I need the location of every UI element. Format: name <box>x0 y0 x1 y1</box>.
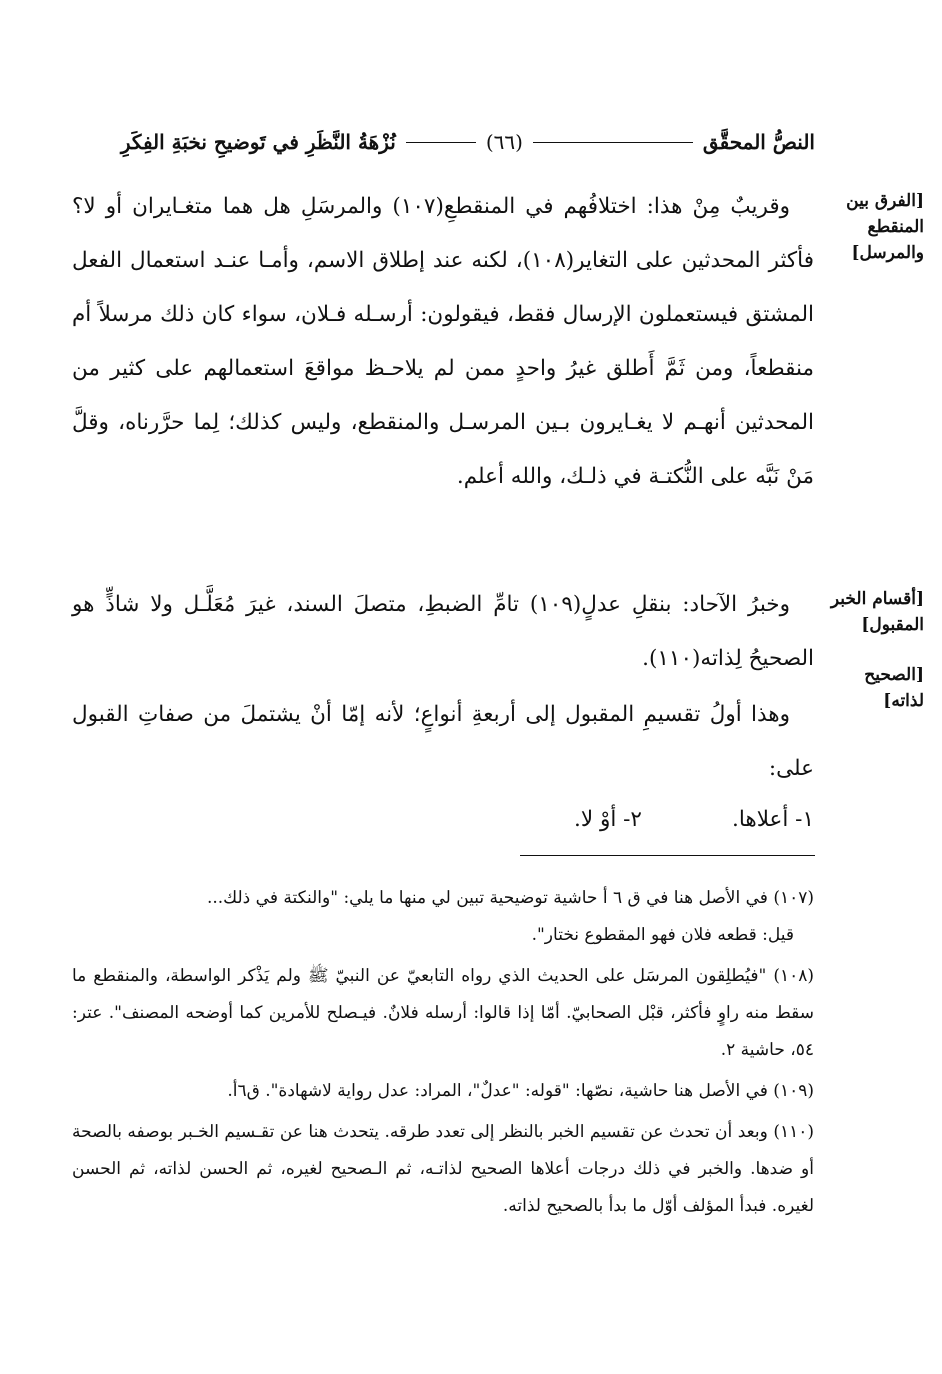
header-rule <box>533 142 693 143</box>
margin-note-difference: [الفرق بين المنقطع والمرسل] <box>846 191 924 263</box>
paragraph-2 <box>72 578 814 686</box>
footnote-110: (١١٠) وبعد أن تحدث عن تقسيم الخبر بالنظر إلى تعدد طرقه. يتحدث هنا عن تقـسيم الخـبر بوصفه بالصحة أو ضدها. والخبر في ذلك درجات أعلاها الصحيح لذاتـه، ثم الـصحيح لغيره، ثم الحسن لذاته، ثم الحسن لغيره. فبدأ المؤلف أوّل ما بدأ بالصحيح لذاته. <box>72 1122 814 1216</box>
footnote-108: (١٠٨) "فيُطلِقون المرسَل على الحديث الذي رواه التابعيّ عن النبيّ ﷺ ولم يَذْكر الواسطة، والمنقطع ما سقط منه راوٍ فأكثر، قبْل الصحابيّ. أمّا إذا قالوا: أرسله فلانٌ. فيـصلح للأمرين كما أوضحه المصنف". عتر: ٥٤، حاشية ٢. <box>72 966 814 1060</box>
page-header <box>70 122 815 162</box>
footnote-text: (١٠٧) في الأصل هنا في ق ٦ أ حاشية توضيحية تبين لي منها ما يلي: "والنكتة في ذلك... <box>206 888 814 908</box>
footnote-107 <box>72 880 814 954</box>
margin-note-sahih: [الصحيح لذاته] <box>864 665 924 711</box>
header-rule <box>406 142 476 143</box>
paragraph-text: وخبرُ الآحاد: بنقلِ عدلٍ(١٠٩) تامِّ الضبطِ، متصلَ السند، غيرَ مُعَلَّـل ولا شاذٍّ هو الصحيحُ لِذاته(١١٠). <box>72 592 814 671</box>
paragraph-text: وقريبٌ مِنْ هذا: اختلافُهم في المنقطعِ(١٠٧) والمرسَلِ هل هما متغـايران أو لا؟ فأكثر المحدثين على التغاير(١٠٨)، لكنه عند إطلاق الاسم، وأمـا عنـد استعمال الفعل المشتق فيستعملون الإرسال فقط، فيقولون: أرسـله فـلان، سواء كان ذلك مرسلاً أم منقطعاً، ومن ثَمَّ أَطلق غيرُ واحدٍ ممن لم يلاحـظ مواقعَ استعمالهم على كثير من المحدثين أنهـم لا يغـايرون بـين المرسـل والمنقطع، وليس كذلك؛ لِما حرَّرناه، وقلَّ مَنْ نَبَّه على النُّكتـة في ذلـك، والله أعلم. <box>72 194 814 489</box>
enum-item-1: ١- أعلاها. <box>731 807 814 832</box>
footnote-text: قيل: قطعه فلان فهو المقطوع نختار". <box>531 925 794 945</box>
paragraph-3 <box>72 688 814 796</box>
page-number: (٦٦) <box>485 130 523 154</box>
header-book-title: نُزْهَةُ النَّظَرِ في تَوضيحِ نخبَةِ الفِكَرِ <box>120 130 396 154</box>
footnotes <box>72 880 814 1229</box>
paragraph-text: وهذا أولُ تقسيمِ المقبول إلى أربعةِ أنواعٍ؛ لأنه إمّا أنْ يشتملَ من صفاتِ القبول على: <box>72 702 814 781</box>
header-right-title: النصُّ المحقَّق <box>702 130 815 154</box>
footnote-109: (١٠٩) في الأصل هنا حاشية، نصّها: "قوله: "عدلٌ"، المراد: عدل رواية لاشهادة". ق٦أ. <box>227 1081 814 1101</box>
enumeration <box>574 800 814 840</box>
footnote-divider <box>520 855 815 856</box>
paragraph-1 <box>72 180 814 504</box>
margin-note-accepted-categories: [أقسام الخبر المقبول] <box>830 589 924 635</box>
enum-item-2: ٢- أوْ لا. <box>574 807 642 832</box>
